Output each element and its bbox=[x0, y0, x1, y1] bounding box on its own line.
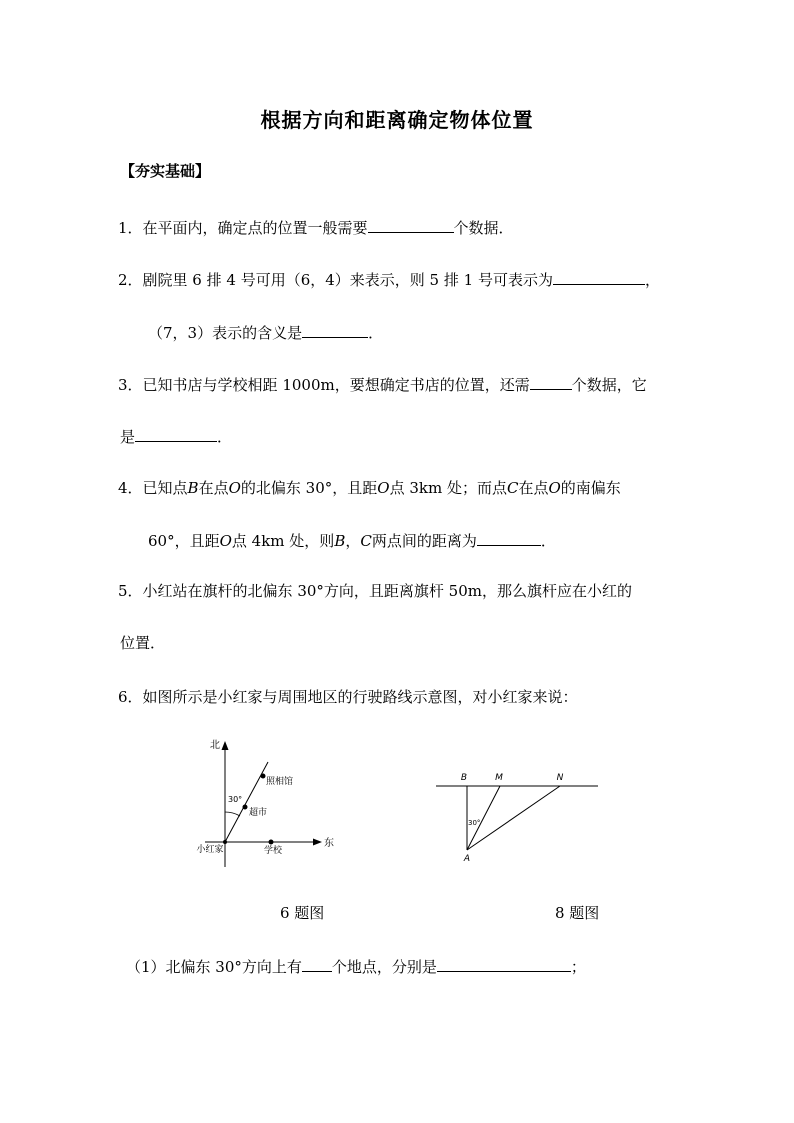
answer-blank[interactable] bbox=[135, 425, 217, 442]
figure-8-caption: 8 题图 bbox=[555, 904, 600, 922]
page-title: 根据方向和距离确定物体位置 bbox=[260, 108, 534, 132]
answer-blank[interactable] bbox=[302, 955, 332, 972]
east-label: 东 bbox=[324, 838, 334, 849]
north-label: 北 bbox=[210, 740, 220, 751]
figure-8-diagram bbox=[430, 764, 605, 874]
point-m-label: M bbox=[495, 773, 503, 783]
question-3-cont: 是 ． bbox=[120, 425, 232, 448]
school-label: 学校 bbox=[263, 846, 283, 856]
angle-label: 30° bbox=[228, 795, 243, 804]
answer-blank[interactable] bbox=[530, 373, 572, 390]
question-4: 4．已知点B在点O的北偏东 30°，且距O点 3km 处；而点C在点O的南偏东 bbox=[118, 479, 621, 497]
question-5-cont: 位置． bbox=[120, 634, 166, 652]
figure-6-diagram bbox=[180, 732, 350, 872]
answer-blank[interactable] bbox=[553, 268, 645, 285]
studio-label: 照相馆 bbox=[266, 777, 294, 787]
angle-label: 30° bbox=[468, 819, 481, 827]
question-4-cont: 60°，且距O点 4km 处，则B，C两点间的距离为 ． bbox=[148, 529, 556, 552]
answer-blank[interactable] bbox=[437, 955, 571, 972]
answer-blank[interactable] bbox=[368, 216, 454, 233]
question-6-part-1: （1）北偏东 30°方向上有 个地点，分别是 ； bbox=[126, 955, 586, 978]
section-heading: 【夯实基础】 bbox=[120, 162, 211, 180]
question-2-cont: （7，3）表示的含义是 ． bbox=[148, 321, 383, 344]
question-1: 1．在平面内，确定点的位置一般需要 个数据． bbox=[118, 216, 514, 239]
point-n-label: N bbox=[556, 773, 564, 783]
point-a-label: A bbox=[463, 854, 471, 864]
home-label: 小红家 bbox=[196, 845, 224, 855]
point-b-label: B bbox=[460, 773, 468, 783]
question-2: 2．剧院里 6 排 4 号可用（6，4）来表示，则 5 排 1 号可表示为 ， bbox=[118, 268, 660, 291]
question-6: 6．如图所示是小红家与周围地区的行驶路线示意图，对小红家来说： bbox=[118, 688, 578, 706]
figure-6-caption: 6 题图 bbox=[280, 904, 325, 922]
answer-blank[interactable] bbox=[302, 321, 368, 338]
question-3: 3．已知书店与学校相距 1000m，要想确定书店的位置，还需 个数据，它 bbox=[118, 373, 647, 396]
market-label: 超市 bbox=[249, 808, 268, 818]
question-5: 5．小红站在旗杆的北偏东 30°方向，且距离旗杆 50m，那么旗杆应在小红的 bbox=[118, 582, 632, 600]
answer-blank[interactable] bbox=[477, 529, 541, 546]
